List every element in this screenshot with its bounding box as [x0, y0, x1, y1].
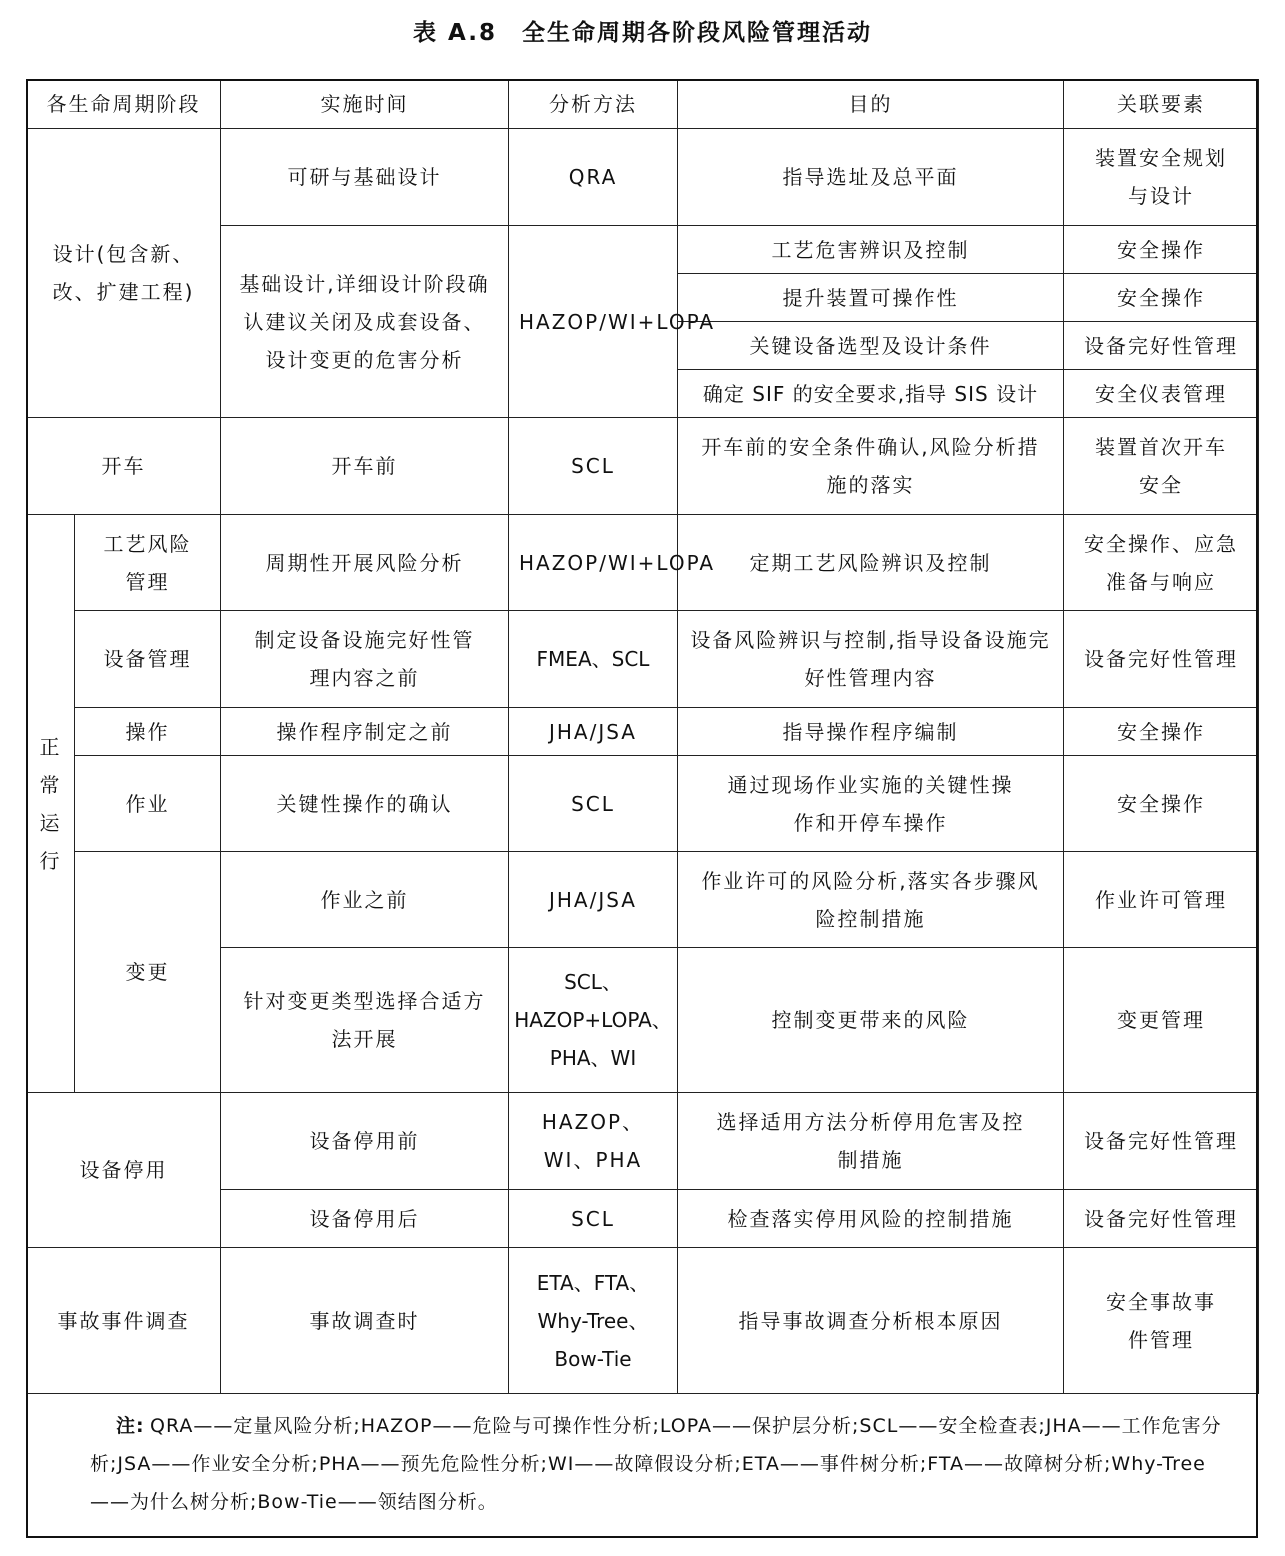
- method-cell: ETA、FTA、Why-Tree、Bow-Tie: [509, 1248, 678, 1394]
- element-cell: 装置安全规划与设计: [1064, 129, 1259, 226]
- time-cell: 可研与基础设计: [221, 129, 509, 226]
- table-frame: [26, 79, 1258, 1538]
- header-method: 分析方法: [509, 80, 678, 129]
- method-cell: JHA/JSA: [509, 708, 678, 756]
- time-cell: 关键性操作的确认: [221, 756, 509, 852]
- stage-shutdown: 设备停用: [27, 1093, 221, 1248]
- time-cell: 周期性开展风险分析: [221, 515, 509, 611]
- substage-cell: 操作: [75, 708, 221, 756]
- purpose-cell: 检查落实停用风险的控制措施: [678, 1190, 1064, 1248]
- element-cell: 安全操作: [1064, 756, 1259, 852]
- time-cell: 开车前: [221, 418, 509, 515]
- element-cell: 安全仪表管理: [1064, 370, 1259, 418]
- method-cell: SCL: [509, 418, 678, 515]
- header-time: 实施时间: [221, 80, 509, 129]
- method-cell: SCL: [509, 756, 678, 852]
- element-cell: 设备完好性管理: [1064, 1190, 1259, 1248]
- purpose-cell: 定期工艺风险辨识及控制: [678, 515, 1064, 611]
- method-cell: HAZOP、WI、PHA: [509, 1093, 678, 1190]
- time-cell: 事故调查时: [221, 1248, 509, 1394]
- method-cell: QRA: [509, 129, 678, 226]
- method-cell: HAZOP/WI+LOPA: [509, 226, 678, 418]
- header-purpose: 目的: [678, 80, 1064, 129]
- purpose-cell: 指导事故调查分析根本原因: [678, 1248, 1064, 1394]
- purpose-cell: 关键设备选型及设计条件: [678, 322, 1064, 370]
- purpose-cell: 指导选址及总平面: [678, 129, 1064, 226]
- method-cell: SCL: [509, 1190, 678, 1248]
- time-cell: 制定设备设施完好性管理内容之前: [221, 611, 509, 708]
- table-title: 表 A.8 全生命周期各阶段风险管理活动: [413, 20, 872, 46]
- header-element: 关联要素: [1064, 80, 1259, 129]
- time-cell: 操作程序制定之前: [221, 708, 509, 756]
- header-stage: 各生命周期阶段: [27, 80, 221, 129]
- stage-accident: 事故事件调查: [27, 1248, 221, 1394]
- purpose-cell: 选择适用方法分析停用危害及控制措施: [678, 1093, 1064, 1190]
- purpose-cell: 作业许可的风险分析,落实各步骤风险控制措施: [678, 852, 1064, 948]
- method-cell: HAZOP/WI+LOPA: [509, 515, 678, 611]
- purpose-cell: 指导操作程序编制: [678, 708, 1064, 756]
- method-cell: FMEA、SCL: [509, 611, 678, 708]
- purpose-cell: 提升装置可操作性: [678, 274, 1064, 322]
- element-cell: 安全事故事件管理: [1064, 1248, 1259, 1394]
- stage-normal-label: 正常运行: [39, 734, 62, 873]
- method-cell: SCL、HAZOP+LOPA、PHA、WI: [509, 948, 678, 1093]
- time-cell: 作业之前: [221, 852, 509, 948]
- time-cell: 基础设计,详细设计阶段确认建议关闭及成套设备、设计变更的危害分析: [221, 226, 509, 418]
- time-cell: 设备停用后: [221, 1190, 509, 1248]
- method-cell: JHA/JSA: [509, 852, 678, 948]
- element-cell: 设备完好性管理: [1064, 1093, 1259, 1190]
- note-text: QRA——定量风险分析;HAZOP——危险与可操作性分析;LOPA——保护层分析;SCL——安全检查表;JHA——工作危害分析;JSA——作业安全分析;PHA——预先危险性分析;WI——故障假设分析;ETA——事件树分析;FTA——故障树分析;Why-Tree——为什么树分析;Bow-Tie——领结图分析。: [90, 1415, 1222, 1513]
- table-note: [26, 1393, 1258, 1538]
- element-cell: 安全操作: [1064, 708, 1259, 756]
- purpose-cell: 通过现场作业实施的关键性操作和开停车操作: [678, 756, 1064, 852]
- element-cell: 安全操作: [1064, 274, 1259, 322]
- purpose-cell: 确定 SIF 的安全要求,指导 SIS 设计: [678, 370, 1064, 418]
- purpose-cell: 控制变更带来的风险: [678, 948, 1064, 1093]
- purpose-cell: 开车前的安全条件确认,风险分析措施的落实: [678, 418, 1064, 515]
- substage-cell: 变更: [75, 852, 221, 1093]
- element-cell: 安全操作: [1064, 226, 1259, 274]
- element-cell: 设备完好性管理: [1064, 322, 1259, 370]
- note-label: 注:: [116, 1415, 145, 1437]
- purpose-cell: 设备风险辨识与控制,指导设备设施完好性管理内容: [678, 611, 1064, 708]
- element-cell: 装置首次开车安全: [1064, 418, 1259, 515]
- element-cell: 安全操作、应急准备与响应: [1064, 515, 1259, 611]
- element-cell: 变更管理: [1064, 948, 1259, 1093]
- element-cell: 作业许可管理: [1064, 852, 1259, 948]
- stage-design: 设计(包含新、改、扩建工程): [27, 129, 221, 418]
- purpose-cell: 工艺危害辨识及控制: [678, 226, 1064, 274]
- substage-cell: 作业: [75, 756, 221, 852]
- time-cell: 针对变更类型选择合适方法开展: [221, 948, 509, 1093]
- substage-cell: 工艺风险管理: [75, 515, 221, 611]
- substage-cell: 设备管理: [75, 611, 221, 708]
- time-cell: 设备停用前: [221, 1093, 509, 1190]
- stage-startup: 开车: [27, 418, 221, 515]
- element-cell: 设备完好性管理: [1064, 611, 1259, 708]
